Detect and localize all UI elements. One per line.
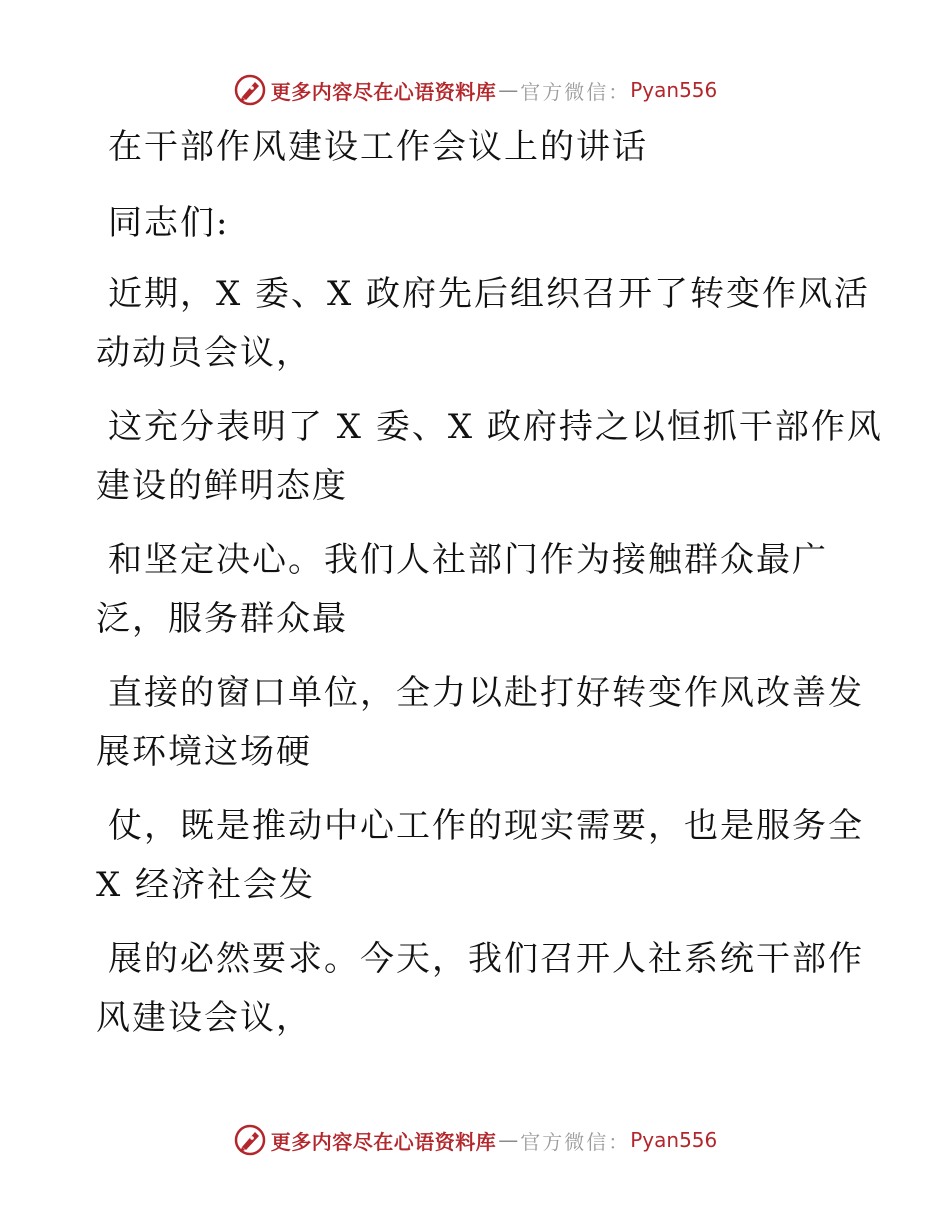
paragraph-line: 建设的鲜明态度 — [96, 466, 348, 506]
pen-nib-icon — [233, 1123, 267, 1157]
banner-separator: — — [498, 1128, 519, 1152]
pen-nib-icon — [233, 73, 267, 107]
paragraph-line: 泛，服务群众最 — [96, 599, 348, 639]
paragraph-line: 近期，X 委、X 政府先后组织召开了转变作风活 — [108, 274, 871, 314]
paragraph-line: 风建设会议， — [96, 998, 312, 1038]
header-banner — [0, 70, 950, 110]
banner-separator: — — [498, 78, 519, 102]
paragraph-line: 展的必然要求。今天，我们召开人社系统干部作 — [108, 939, 864, 979]
paragraph-line: 和坚定决心。我们人社部门作为接触群众最广 — [108, 540, 828, 580]
banner-wechat-label: 官方微信： — [520, 79, 631, 104]
paragraph-line: 直接的窗口单位，全力以赴打好转变作风改善发 — [108, 673, 864, 713]
paragraph-line: 仗，既是推动中心工作的现实需要，也是服务全 — [108, 806, 864, 846]
banner-brand-text: 更多内容尽在心语资料库 — [270, 79, 497, 104]
footer-banner — [0, 1120, 950, 1160]
banner-wechat-id: Pyan556 — [630, 1128, 718, 1152]
paragraph-line: X 经济社会发 — [96, 865, 316, 905]
banner-wechat-label: 官方微信： — [520, 1129, 631, 1154]
banner-wechat-id: Pyan556 — [630, 78, 718, 102]
document-title: 在干部作风建设工作会议上的讲话 — [108, 127, 648, 167]
paragraph-line: 动动员会议， — [96, 333, 312, 373]
paragraph-line: 这充分表明了 X 委、X 政府持之以恒抓干部作风 — [108, 407, 883, 447]
paragraph-line: 展环境这场硬 — [96, 732, 312, 772]
banner-brand-text: 更多内容尽在心语资料库 — [270, 1129, 497, 1154]
greeting: 同志们: — [108, 203, 230, 243]
